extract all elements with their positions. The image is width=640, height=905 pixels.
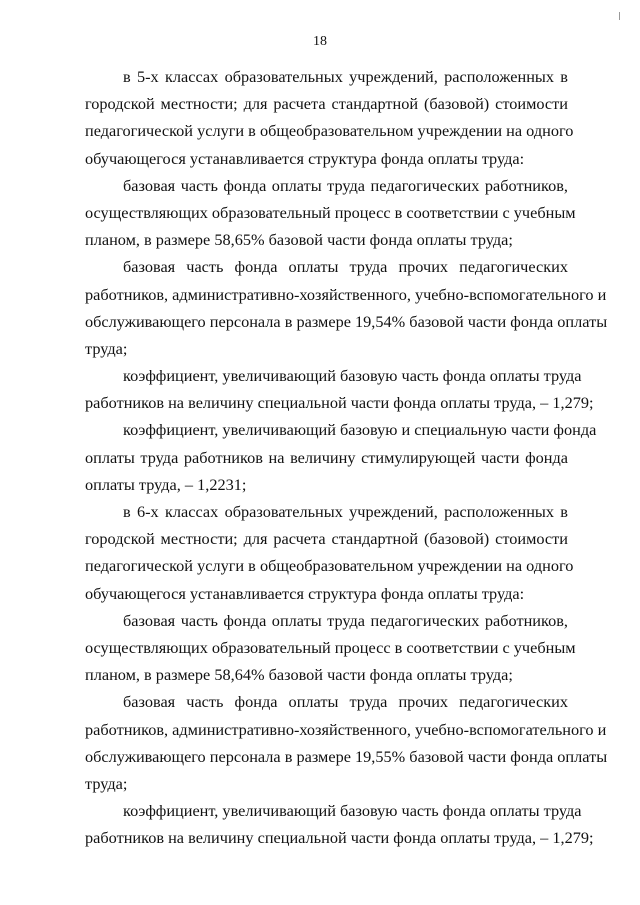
text-line: обслуживающего персонала в размере 19,55% базовой части фонда оплаты [85,746,608,766]
text-line: планом, в размере 58,64% базовой части фонда оплаты труда; [85,665,513,685]
text-line: в 6-х классах образовательных учреждений, расположенных в [123,502,568,521]
text-line: коэффициент, увеличивающий базовую часть фонда оплаты труда [123,801,582,821]
paragraph [85,416,597,498]
document-body [85,63,608,851]
page-number: 18 [313,34,327,49]
text-line: работников на величину специальной части фонда оплаты труда, – 1,279; [85,828,594,848]
text-line: базовая часть фонда оплаты труда педагогических работников, [123,175,568,195]
text-line: работников на величину специальной части фонда оплаты труда, – 1,279; [85,393,594,413]
text-line: коэффициент, увеличивающий базовую часть фонда оплаты труда [123,366,582,386]
text-line: работников, административно-хозяйственного, учебно-вспомогательного и [85,284,607,304]
text-line: обучающегося устанавливается структура фонда оплаты труда: [85,583,525,603]
text-line: осуществляющих образовательный процесс в соответствии с учебным [85,202,576,222]
text-line: обучающегося устанавливается структура фонда оплаты труда: [85,148,525,168]
paragraph [85,63,574,172]
text-line: базовая часть фонда оплаты труда педагогических работников, [123,610,568,630]
text-line: труда; [85,338,128,358]
paragraph [85,688,608,797]
text-line: педагогической услуги в общеобразовательном учреждении на одного [85,556,574,576]
text-line: базовая часть фонда оплаты труда прочих педагогических [123,257,568,277]
text-line: городской местности; для расчета стандартной (базовой) стоимости [85,94,568,114]
text-line: обслуживающего персонала в размере 19,54% базовой части фонда оплаты [85,311,608,331]
text-line: планом, в размере 58,65% базовой части фонда оплаты труда; [85,230,513,250]
text-line: труда; [85,773,128,793]
paragraph [85,362,594,416]
text-line: педагогической услуги в общеобразовательном учреждении на одного [85,121,574,141]
paragraph [85,253,608,362]
text-line: работников, административно-хозяйственного, учебно-вспомогательного и [85,719,607,739]
text-line: коэффициент, увеличивающий базовую и специальную части фонда [123,420,597,440]
text-line: оплаты труда работников на величину стимулирующей части фонда [85,447,568,467]
text-line: городской местности; для расчета стандартной (базовой) стоимости [85,529,568,549]
text-line: базовая часть фонда оплаты труда прочих педагогических [123,692,568,712]
paragraph [85,172,576,254]
text-line: в 5-х классах образовательных учреждений, расположенных в [123,67,568,86]
text-line: оплаты труда, – 1,2231; [85,474,247,494]
text-line: осуществляющих образовательный процесс в соответствии с учебным [85,637,576,657]
paragraph [85,607,576,689]
paragraph [85,498,574,607]
paragraph [85,797,594,851]
scan-mark [619,12,620,20]
